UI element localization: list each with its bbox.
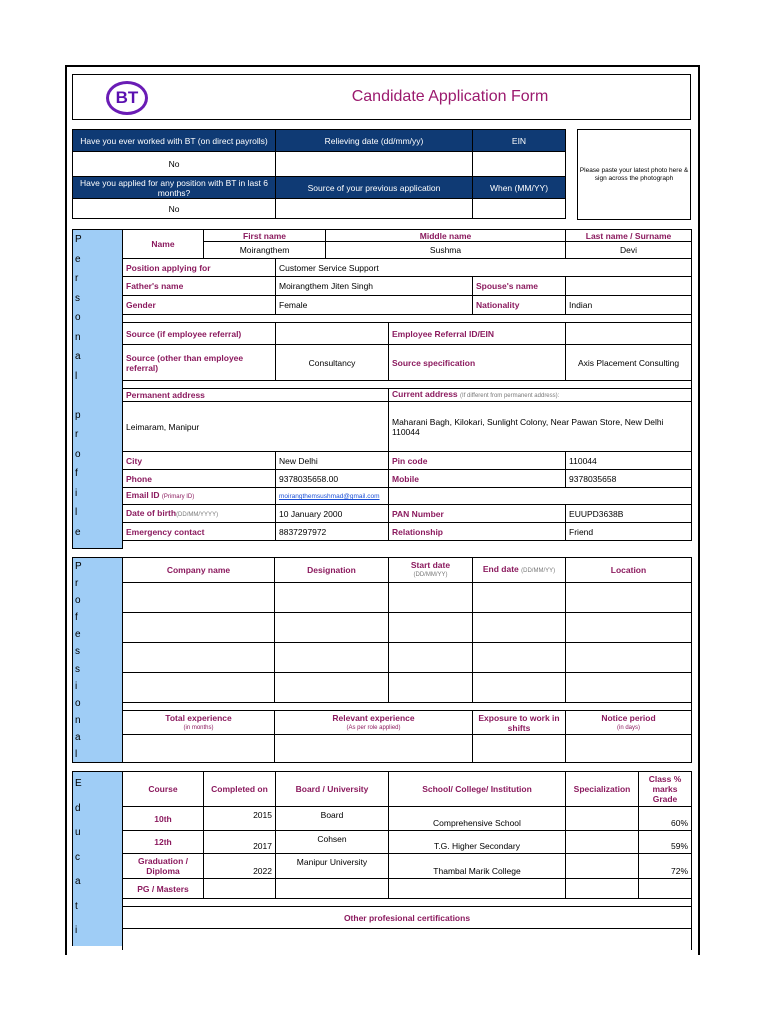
shifts-label: Exposure to work in shifts — [473, 711, 566, 735]
specialization-cell[interactable] — [566, 854, 639, 879]
company-field[interactable] — [123, 673, 275, 703]
grade-cell[interactable]: 72% — [639, 854, 692, 879]
dob-note: (DD/MM/YYYY) — [176, 511, 219, 518]
other-certifications-label: Other profesional certifications — [123, 907, 692, 929]
previous-source-field[interactable] — [276, 199, 473, 219]
school-college-label: School/ College/ Institution — [389, 772, 566, 807]
applied-recently-question: Have you applied for any position with BT in last 6 months? — [73, 177, 276, 199]
start-date-field[interactable] — [389, 583, 473, 613]
grade-label: Class % marks Grade — [639, 772, 692, 807]
first-name-label: First name — [204, 230, 326, 242]
school-cell[interactable]: Thambal Marik College — [389, 854, 566, 879]
name-label: Name — [123, 230, 204, 259]
first-name-field[interactable]: Moirangthem — [204, 242, 326, 259]
total-experience-field[interactable] — [123, 735, 275, 763]
father-name-label: Father's name — [123, 277, 276, 296]
relevant-experience-label: Relevant experience — [332, 712, 415, 723]
middle-name-label: Middle name — [326, 230, 566, 242]
current-address-field[interactable]: Maharani Bagh, Kilokari, Sunlight Colony, Near Pawan Store, New Delhi 110044 — [389, 402, 692, 452]
last-name-field[interactable]: Devi — [566, 242, 692, 259]
end-date-field[interactable] — [473, 673, 566, 703]
personal-profile-section-bar: P e r s o n a l p r o f i l e — [72, 229, 123, 549]
board-university-label: Board / University — [276, 772, 389, 807]
education-section-bar: E d u c a t i — [72, 771, 123, 946]
email-note: (Primary ID) — [161, 494, 195, 500]
position-field[interactable]: Customer Service Support — [276, 259, 692, 277]
start-date-field[interactable] — [389, 613, 473, 643]
mobile-label: Mobile — [389, 470, 566, 488]
employment-history-table — [72, 129, 566, 219]
end-date-field[interactable] — [473, 643, 566, 673]
position-label: Position applying for — [123, 259, 276, 277]
pin-code-field[interactable]: 110044 — [566, 452, 692, 470]
email-spacer — [389, 488, 692, 505]
notice-period-field[interactable] — [566, 735, 692, 763]
total-experience-label: Total experience — [165, 712, 232, 723]
professional-experience-table — [122, 557, 692, 763]
permanent-address-field[interactable]: Leimaram, Manipur — [123, 402, 389, 452]
course-cell: 10th — [123, 807, 204, 831]
middle-name-field[interactable]: Sushma — [326, 242, 566, 259]
board-cell[interactable]: Board — [276, 807, 389, 831]
nationality-label: Nationality — [473, 296, 566, 315]
specialization-cell[interactable] — [566, 831, 639, 854]
nationality-field[interactable]: Indian — [566, 296, 692, 315]
specialization-label: Specialization — [566, 772, 639, 807]
year-cell[interactable] — [204, 879, 276, 899]
company-name-label: Company name — [123, 558, 275, 583]
permanent-address-label: Permanent address — [123, 389, 389, 402]
end-date-field[interactable] — [473, 613, 566, 643]
company-field[interactable] — [123, 583, 275, 613]
spacer-row — [123, 899, 692, 907]
relationship-field[interactable]: Friend — [566, 523, 692, 541]
course-cell: PG / Masters — [123, 879, 204, 899]
grade-cell[interactable] — [639, 879, 692, 899]
dob-label: Date of birth — [126, 507, 177, 518]
designation-field[interactable] — [275, 613, 389, 643]
location-field[interactable] — [566, 643, 692, 673]
personal-profile-table — [122, 229, 692, 541]
source-other-label: Source (other than employee referral) — [123, 345, 276, 381]
mobile-field[interactable]: 9378035658 — [566, 470, 692, 488]
ein-label: EIN — [473, 130, 566, 152]
emergency-contact-label: Emergency contact — [123, 523, 276, 541]
board-cell[interactable]: Manipur University — [276, 854, 389, 879]
end-date-field[interactable] — [473, 583, 566, 613]
previous-source-label: Source of your previous application — [276, 177, 473, 199]
school-cell[interactable]: Comprehensive School — [389, 807, 566, 831]
start-date-field[interactable] — [389, 673, 473, 703]
bt-logo: BT — [106, 81, 148, 115]
pan-label: PAN Number — [389, 505, 566, 523]
current-address-note: (If different from permanent address): — [460, 393, 560, 399]
relationship-label: Relationship — [389, 523, 566, 541]
board-cell[interactable]: Cohsen — [276, 831, 389, 854]
notice-period-label: Notice period — [601, 712, 656, 723]
emergency-contact-field[interactable]: 8837297972 — [276, 523, 389, 541]
pan-field[interactable]: EUUPD3638B — [566, 505, 692, 523]
board-cell[interactable] — [276, 879, 389, 899]
designation-label: Designation — [275, 558, 389, 583]
worked-with-bt-answer[interactable]: No — [73, 152, 276, 177]
school-cell[interactable] — [389, 879, 566, 899]
employee-referral-field[interactable] — [566, 323, 692, 345]
education-table — [122, 771, 692, 950]
gender-field[interactable]: Female — [276, 296, 473, 315]
applied-recently-answer[interactable]: No — [73, 199, 276, 219]
relevant-experience-note: (As per role applied) — [346, 724, 401, 731]
worked-with-bt-question: Have you ever worked with BT (on direct payrolls) — [73, 130, 276, 152]
course-cell: 12th — [123, 831, 204, 854]
other-certifications-field[interactable] — [123, 929, 692, 950]
year-cell[interactable]: 2022 — [204, 854, 276, 879]
total-experience-note: (in months) — [183, 724, 214, 731]
notice-period-note: (in days) — [616, 724, 640, 731]
source-specification-label: Source specification — [389, 345, 566, 381]
end-date-label: End date — [482, 564, 519, 574]
source-employee-field[interactable] — [276, 323, 389, 345]
email-label: Email ID — [126, 490, 160, 500]
city-label: City — [123, 452, 276, 470]
phone-field[interactable]: 9378035658.00 — [276, 470, 389, 488]
designation-field[interactable] — [275, 643, 389, 673]
when-label: When (MM/YY) — [473, 177, 566, 199]
shifts-field[interactable] — [473, 735, 566, 763]
specialization-cell[interactable] — [566, 807, 639, 831]
source-other-field[interactable]: Consultancy — [276, 345, 389, 381]
professional-section-bar: P r o f e s s i o n a l — [72, 557, 123, 763]
company-field[interactable] — [123, 643, 275, 673]
relieving-date-field[interactable] — [276, 152, 473, 177]
specialization-cell[interactable] — [566, 879, 639, 899]
spacer-row — [123, 315, 692, 323]
last-name-label: Last name / Surname — [566, 230, 692, 242]
ein-field[interactable] — [473, 152, 566, 177]
course-label: Course — [123, 772, 204, 807]
location-field[interactable] — [566, 673, 692, 703]
photo-box[interactable]: Please paste your latest photo here & sign across the photograph — [577, 129, 691, 220]
spacer-row — [123, 381, 692, 389]
city-field[interactable]: New Delhi — [276, 452, 389, 470]
end-date-note: (DD/MM/YY) — [521, 568, 556, 574]
dob-field[interactable]: 10 January 2000 — [276, 505, 389, 523]
location-field[interactable] — [566, 583, 692, 613]
school-cell[interactable]: T.G. Higher Secondary — [389, 831, 566, 854]
spouse-name-label: Spouse's name — [473, 277, 566, 296]
designation-field[interactable] — [275, 583, 389, 613]
grade-cell[interactable]: 59% — [639, 831, 692, 854]
phone-label: Phone — [123, 470, 276, 488]
designation-field[interactable] — [275, 673, 389, 703]
source-specification-field[interactable]: Axis Placement Consulting — [566, 345, 692, 381]
completed-on-label: Completed on — [204, 772, 276, 807]
spouse-name-field[interactable] — [566, 277, 692, 296]
current-address-label: Current address — [392, 389, 458, 399]
grade-cell[interactable]: 60% — [639, 807, 692, 831]
pin-code-label: Pin code — [389, 452, 566, 470]
when-field[interactable] — [473, 199, 566, 219]
form-title: Candidate Application Form — [351, 88, 549, 105]
relieving-date-label: Relieving date (dd/mm/yy) — [276, 130, 473, 152]
year-cell[interactable]: 2017 — [204, 831, 276, 854]
start-date-label: Start date — [410, 560, 451, 570]
father-name-field[interactable]: Moirangthem Jiten Singh — [276, 277, 473, 296]
gender-label: Gender — [123, 296, 276, 315]
year-cell[interactable]: 2015 — [204, 807, 276, 831]
employee-referral-label: Employee Referral ID/EIN — [389, 323, 566, 345]
spacer-row — [123, 703, 692, 711]
location-field[interactable] — [566, 613, 692, 643]
company-field[interactable] — [123, 613, 275, 643]
start-date-note: (DD/MM/YY) — [413, 572, 448, 578]
source-employee-label: Source (if employee referral) — [123, 323, 276, 345]
location-label: Location — [566, 558, 692, 583]
relevant-experience-field[interactable] — [275, 735, 473, 763]
course-cell: Graduation / Diploma — [123, 854, 204, 879]
email-link[interactable]: moirangthemsushmad@gmail.com — [279, 493, 380, 500]
start-date-field[interactable] — [389, 643, 473, 673]
